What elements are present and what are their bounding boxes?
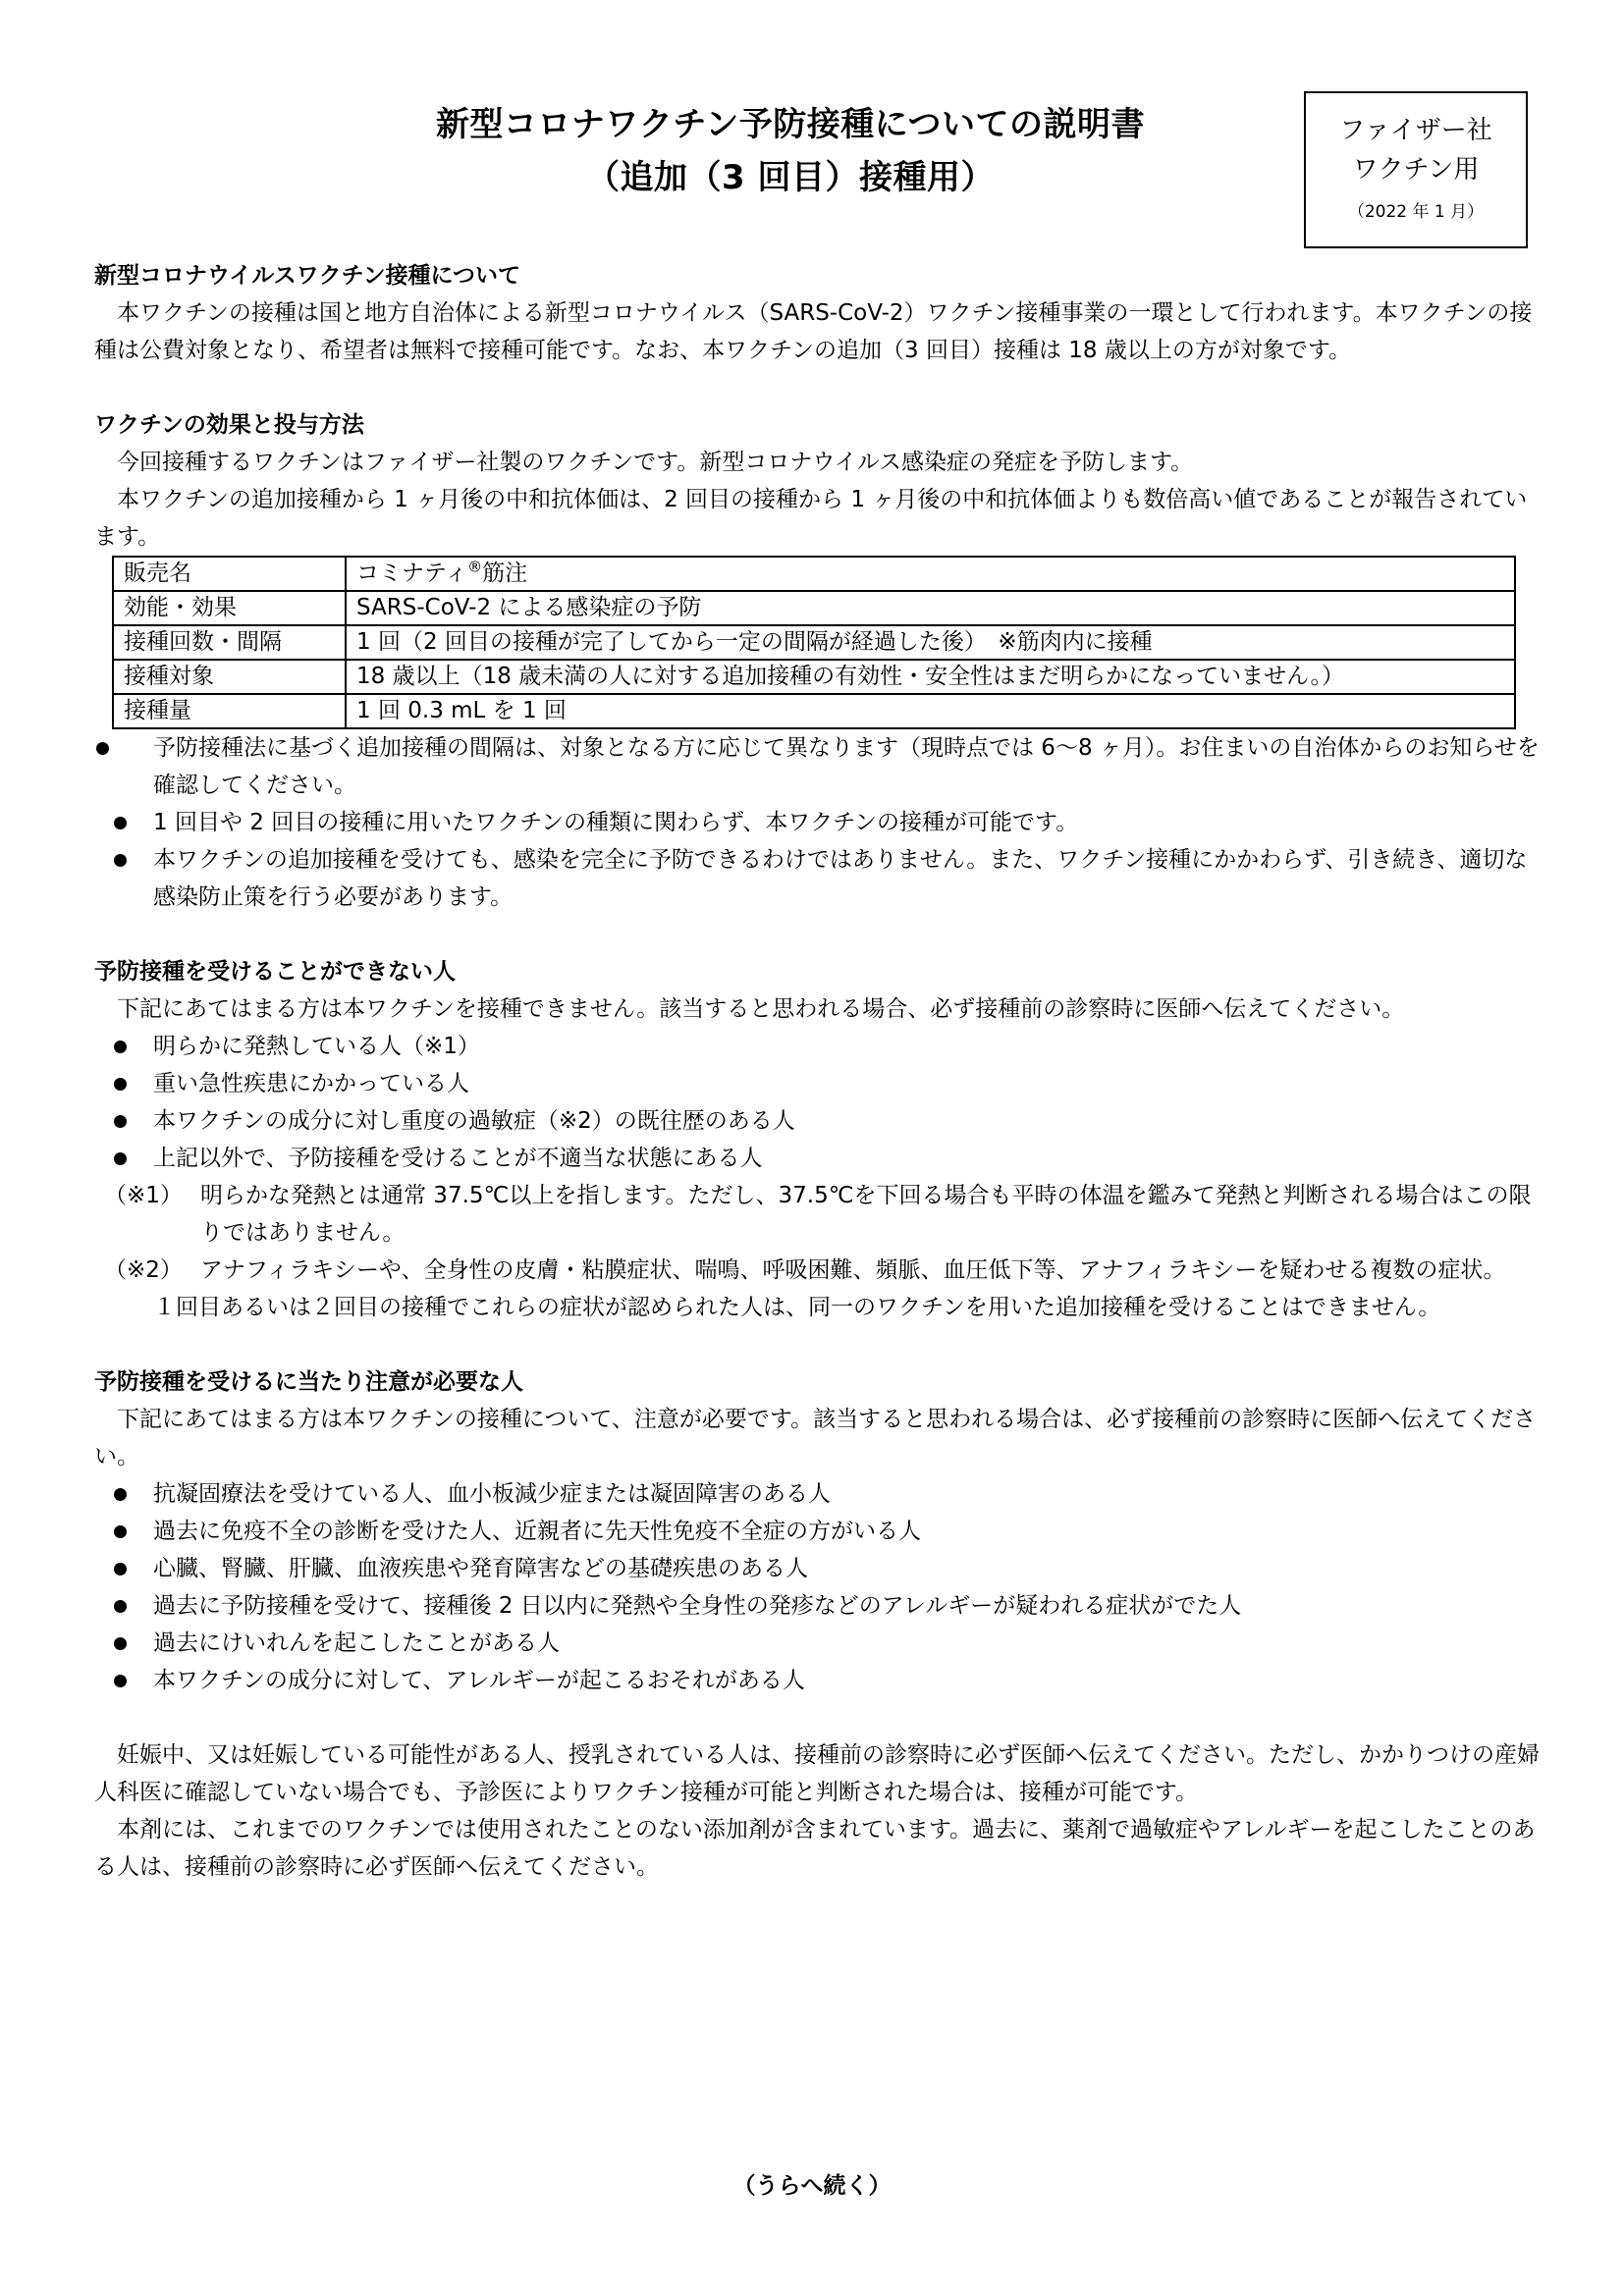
table-cell-value [346,557,1515,591]
caution-list [94,1475,1547,1699]
bullet-dot-icon [114,1078,127,1091]
bullet-dot-icon [114,1563,127,1575]
bullet-dot-icon [114,1152,127,1165]
title-line-2: （追加（3 回目）接種用） [586,158,995,197]
footnote-1-text: 明らかな発熱とは通常 37.5℃以上を指します。ただし、37.5℃を下回る場合も平時の体温を鑑みて発熱と判断される場合はこの限りではありません。 [200,1183,1532,1246]
table-cell-label: 販売名 [113,557,346,591]
list-item: 過去にけいれんを起こしたことがある人 [94,1625,1547,1662]
cannot-receive-list [94,1028,1547,1177]
pregnancy-paragraph: 妊娠中、又は妊娠している可能性がある人、授乳されている人は、接種前の診察時に必ず医師へ伝えてください。ただし、かかりつけの産婦人科医に確認していない場合でも、予診医によりワクチン接種が可能と判断された場合は、接種が可能です。 [94,1742,1540,1805]
about-vaccination-paragraph: 本ワクチンの接種は国と地方自治体による新型コロナウイルス（SARS-CoV-2）ワクチン接種事業の一環として行われます。本ワクチンの接種は公費対象となり、希望者は無料で接種可能です。なお、本ワクチンの追加（3 回目）接種は 18 歳以上の方が対象です。 [94,300,1533,363]
additive-paragraph: 本剤には、これまでのワクチンでは使用されたことのない添加剤が含まれています。過去に、薬剤で過敏症やアレルギーを起こしたことのある人は、接種前の診察時に必ず医師へ伝えてください。 [94,1817,1536,1880]
footnote-2-continuation: １回目あるいは２回目の接種でこれらの症状が認められた人は、同一のワクチンを用いた追加接種を受けることはできません。 [153,1295,1441,1320]
table-cell-value: 18 歳以上（18 歳未満の人に対する追加接種の有効性・安全性はまだ明らかになっていません。） [346,660,1515,694]
registered-mark: ® [467,558,483,576]
table-row [113,591,1515,625]
bullet-dot-icon [114,1637,127,1650]
list-item: 過去に免疫不全の診断を受けた人、近親者に先天性免疫不全症の方がいる人 [94,1513,1547,1550]
section-heading-cannot-receive: 予防接種を受けることができない人 [94,959,456,985]
section-heading-effects: ワクチンの効果と投与方法 [94,412,364,438]
table-cell-label: 接種量 [113,694,346,728]
table-cell-label: 接種対象 [113,660,346,694]
bullet-dot-icon [114,1115,127,1128]
table-cell-value: SARS-CoV-2 による感染症の予防 [346,591,1515,625]
table-row [113,557,1515,591]
table-cell-value: 1 回 0.3 mL を 1 回 [346,694,1515,728]
list-item: 上記以外で、予防接種を受けることが不適当な状態にある人 [94,1140,1547,1177]
list-item: 予防接種法に基づく追加接種の間隔は、対象となる方に応じて異なります（現時点では 6～8 ヶ月）。お住まいの自治体からのお知らせを確認してください。 [94,729,1547,804]
vaccine-type-box [1304,91,1528,248]
table-cell-value: 1 回（2 回目の接種が完了してから一定の間隔が経過した後） ※筋肉内に接種 [346,625,1515,660]
document-title [383,98,1198,204]
effects-paragraph-1: 今回接種するワクチンはファイザー社製のワクチンです。新型コロナウイルス感染症の発症を予防します。 [117,450,1194,475]
vaccine-info-table [112,556,1516,729]
table-row [113,625,1515,660]
vaccine-maker-label: ファイザー社 [1339,116,1492,145]
footnote-2-text: アナフィラキシーや、全身性の皮膚・粘膜症状、喘鳴、呼吸困難、頻脈、血圧低下等、アナフィラキシーを疑わせる複数の症状。 [200,1257,1506,1283]
document-body [94,257,1547,1886]
list-item: 重い急性疾患にかかっている人 [94,1065,1547,1102]
continued-overleaf: （うらへ続く） [732,2173,892,2199]
cannot-receive-intro: 下記にあてはまる方は本ワクチンを接種できません。該当すると思われる場合、必ず接種前の診察時に医師へ伝えてください。 [117,996,1405,1022]
effects-paragraph-2: 本ワクチンの追加接種から 1 ヶ月後の中和抗体価は、2 回目の接種から 1 ヶ月後の中和抗体価よりも数倍高い値であることが報告されています。 [94,487,1528,550]
section-heading-about-vaccination: 新型コロナウイルスワクチン接種について [94,263,521,289]
list-item: 過去に予防接種を受けて、接種後 2 日以内に発熱や全身性の発疹などのアレルギーが疑われる症状がでた人 [94,1587,1547,1625]
footnote-1-mark: （※1） [104,1183,183,1208]
table-row [113,660,1515,694]
footnote-2 [94,1252,1547,1289]
footnote-1 [94,1177,1547,1252]
list-item: 心臓、腎臓、肝臓、血液疾患や発育障害などの基礎疾患のある人 [94,1550,1547,1587]
table-cell-label: 接種回数・間隔 [113,625,346,660]
list-item: 本ワクチンの成分に対し重度の過敏症（※2）の既往歴のある人 [94,1102,1547,1140]
list-item: 本ワクチンの成分に対して、アレルギーが起こるおそれがある人 [94,1662,1547,1699]
table-row [113,694,1515,728]
bullet-dot-icon [114,1041,127,1053]
footnote-2-mark: （※2） [104,1257,183,1283]
list-item: 抗凝固療法を受けている人、血小板減少症または凝固障害のある人 [94,1475,1547,1513]
bullet-dot-icon [114,1488,127,1501]
bullet-dot-icon [114,1600,127,1613]
effects-notes-list [94,729,1547,916]
title-line-1: 新型コロナワクチン予防接種についての説明書 [435,105,1146,144]
bullet-dot-icon [114,1525,127,1538]
bullet-dot-icon [96,742,109,755]
list-item: 本ワクチンの追加接種を受けても、感染を完全に予防できるわけではありません。また、ワクチン接種にかかわらず、引き続き、適切な感染防止策を行う必要があります。 [94,841,1547,916]
bullet-dot-icon [114,817,127,829]
bullet-dot-icon [114,1675,127,1687]
bullet-dot-icon [114,854,127,867]
caution-intro: 下記にあてはまる方は本ワクチンの接種について、注意が必要です。該当すると思われる場合は、必ず接種前の診察時に医師へ伝えてください。 [94,1407,1537,1469]
list-item: 1 回目や 2 回目の接種に用いたワクチンの種類に関わらず、本ワクチンの接種が可能です。 [94,804,1547,841]
product-name: コミナティ [356,561,468,586]
vaccine-label: ワクチン用 [1352,155,1480,185]
issue-date: （2022 年 1 月） [1347,202,1485,222]
table-cell-label: 効能・効果 [113,591,346,625]
product-suffix: 筋注 [482,561,528,586]
list-item: 明らかに発熱している人（※1） [94,1028,1547,1065]
section-heading-caution: 予防接種を受けるに当たり注意が必要な人 [94,1369,523,1395]
